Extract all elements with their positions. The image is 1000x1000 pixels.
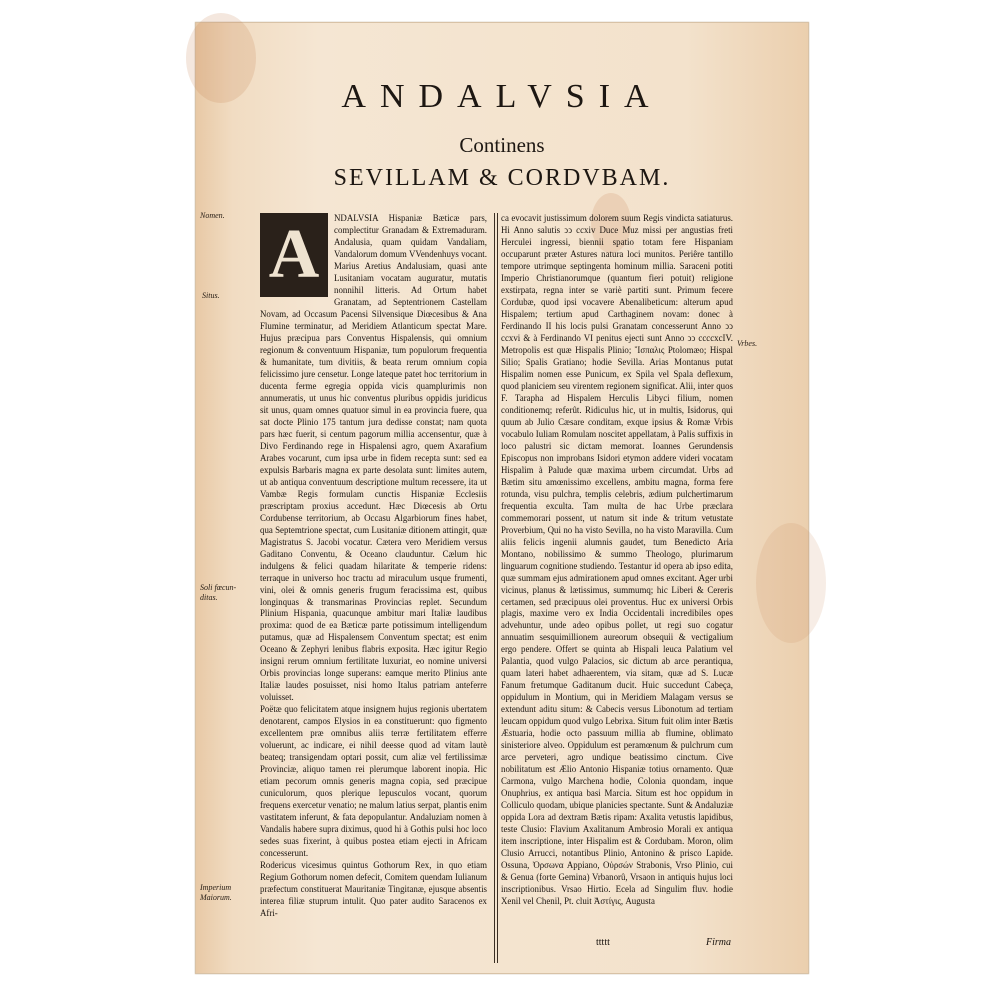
margin-note-situs: Situs. <box>202 291 220 300</box>
margin-note-vrbes: Vrbes. <box>737 339 758 348</box>
right-text-column <box>501 213 733 908</box>
paragraph: Poëtæ quo felicitatem atque insignem hujus regionis ubertatem denotarent, campos Elysios in ea constituerunt: quo figmento excellentem præ omnibus aliis terræ fertilitatem efferre voluerunt, ac indicare, ei nihil deesse quod ad vitam lautè beateq; transigendam optari possit, cum aliæ vel fertilissimæ Provinciæ, aliquo tamen rei plerumque laborent inopia. Hic etiam pecorum omnis generis magna copia, sed præcipue cuniculorum, quos plerique lepusculos vocant, quorum frequens exercetur venatio; ne malum latius serpat, plantis enim vastitatem inferunt, & fata depopulantur. Andaluziam nomen à Vandalis habere supra diximus, quod hi à Gothis pulsi hoc loco sedes suas fixerint, à quibus postea etiam ejecti in Africam concesserunt. <box>260 704 487 859</box>
left-text-column <box>260 213 487 920</box>
map-verso-page <box>195 22 809 974</box>
column-rule <box>497 213 498 963</box>
paragraph: ca evocavit justissimum dolorem suum Regis vindicta satiaturus. Hi Anno salutis ↄↄ ccxiv Duce Muz missi per angustias freti Herculei ingressi, biennii spatio totam fere Hispaniam occuparunt præter Astures natura loci munitos. Periêre tantillo tempore utrimque septingenta hominum millia. Saraceni potiti Imperio Christianorumque (quantum fieri potuit) religione exstirpata, regna inter se variè partiti sunt. Primum fecere Cordubæ, quod ipsi vocavere Abenalibeticum: alterum apud Hispalem; tertium apud Carthaginem novam: donec à Ferdinando II his locis pulsi Granatam concesserunt Anno ↄↄ ccxvi & à Ferdinando VI penitus ejecti sunt Anno ↄↄ ccccxcIV. Metropolis est quæ Hispalis Plinio; Ἴσπαλις Ptolomæo; Hispal Silio; Spalis Gratiano; hodie Sevilla. Arias Montanus putat Hispalim nomen esse Punicum, ex Spila vel Spala deflexum, quod planiciem seu virentem regionem significat. Alii, inter quos F. Tarapha ad Hispalem Herculis Libyci filium, nomen conditionemq; referût. Ridiculus hic, ut in multis, Isidorus, qui quum ab Julio Cæsare conditam, exque ipsius & Romæ Vrbis vocabulo Iuliam Romulam noscitet appellatam, à Palis suffixis in loco palustri sic dictam memorat. Ioannes Gerundensis Episcopus non improbans Isidori etymon addere videri vocatam Hispalim à Palude quæ maxima urbem circumdat. Urbs ad Bætim situ amœnissimo excellens, ambitu magna, forma fere rotunda, visu pulchra, templis celebris, ædium pulchertimarum frequentia exculta. Tam multa de hac Urbe præclara commemorari possent, ut natum sit inde & tritum vetustate Proverbium, Qui no ha visto Sevilla, no ha visto Maravilla. Cum aliis felicis ingenii alumnis gaudet, tum Benedicto Aria Montano, nobilissimo & summo Theologo, plurimarum linguarum cognitione studiendo. Testantur id opera ab ipso edita, quæ summam ejus admirationem apud omnes excitant. Ager urbi vicinus, planus & lætissimus, summumq; hic Liberi & Cereris certamen, sed præcipuus olei proventus. Huc ex universi Orbis plagis, maxime vero ex India Occidentali incredibiles opes advehuntur, unde adeo opibus pollet, ut regi suo cogatur annuatim sesquimillionem aureorum obsequii & vectigalium ergo pendere. Offert se quinta ab Hispali leuca Palatium vel Palantia, quod vulgo Palacios, sic dictum ab arce perantiqua, quam lateri habet adhaerentem, via sitam, quæ ad S. Lucæ Fanum fretumque Gaditanum ducit. Huic succedunt Cabeça, oppidulum in Montium, qui in Meridiem Malagam versus se extendunt aditu situm: & Cabecis versus Libonotum ad tertiam leucam oppidum quod vulgo Lebrixa. Situm fuit olim inter Bætis Æstuaria, hodie octo passuum millia ab flumine, oblimato sinisteriore alveo. Oppidulum est peramœnum & pulchrum cum arce perveteri, agro undique beatissimo cinctum. Cive nobilitatum est Ælio Antonio Hispaniæ totius ornamento. Quæ Carmona, vulgo Marchena hodie, Colonia quondam, inque Onuphrius, ex antiqua basi Marcia. Situm est hoc oppidum in Colliculo quodam, ubique planicies spectante. Sunt & Andaluziæ oppida Lora ad dextram Bætis ripam: Axalita vetustis lapidibus, teste Clusio: Flavium Axalitanum Ambrosio Morali ex antiqua item inscriptione, inter Hispalim est & Cordubam. Moron, olim Clusio Arrucci, notantibus Plinio, Antonino & prisco Lapide. Ossuna, Ὀρσωνα Appiano, Οὐρσών Strabonis, Vrso Plinio, cui & Genua (forte Gemina) Vrbanorû, Vrsaon in antiquis hujus loci inscriptionibus. Vrsao Hirtio. Ecela ad Singulim fluv. hodie Xenil vel Chenil, Pt. cluit Ἀστίγις, Augusta <box>501 213 733 907</box>
page-subtitle-cities: SEVILLAM & CORDVBAM. <box>333 165 671 191</box>
column-rule <box>494 213 495 963</box>
paragraph: NDALVSIA Hispaniæ Bæticæ pars, complectitur Granadam & Extremaduram. Andalusia, quam quidam Vandaliam, Vandalorum domum VVendenhuys vocant. Marius Aretius Andalusiam, quasi ante Lusitaniam vocatam auguratur, mutatis nonnihil litteris. Ad Ortum habet Granatam, ad Septentrionem Castellam Novam, ad Occasum Pacensi Silvensique Diœcesibus & Ana Flumine terminatur, ad Meridiem Atlanticum spectat Mare. Hujus præcipua pars Conventus Hispalensis, qui omnium regionum & conventuum Hispaniæ, tum populorum frequentia & humanitate, tum divitiis, & beata rerum omnium copia felicissimo jure censetur. Longe lateque patet hoc territorium in ducenta ferme egregia oppida vicis quamplurimis non annumeratis, ut unus hic conventus pluribus oppidis juridicus sit unus, quam omnes quatuor simul in ea provincia fuere, qua sat docte Plinio 175 tantum jura dedisse constat; nam quota pars hæc fuerit, si centum pagorum millia accensentur, quæ à Divo Ferdinando rege in Hispalensi agro, quem Axarafium Arabes vocarunt, cum ipsa urbe in fidem recepta sunt: sed ea expulsis Barbaris magna ex parte desolata sunt: limites autem, ut ab antiqua conventuum descriptione multum recessere, ita ut Vambæ Regis formulam cunctis Hispaniæ Ecclesiis præscriptam proxius accedunt. Hæc Diœcesis ab Ortu Cordubense territorium, ab Occasu Algarbiorum fines habet, qua Septemtrione spectat, cum Lusitaniæ ditionem attingit, quæ Magistratus S. Jacobi vocatur. Cætera vero Meridiem versus Gaditano Conventu, & Oceano clauduntur. Cælum hic indulgens & felici quadam hilaritate & temperie ridens: terraque in universo hoc tractu ad miraculum usque frumenti, vini, olei & omnis generis frugum feracissima est, quibus longinquas & transmarinas Provincias replet. Secundum Plinium Hispania, quacunque ambitur mari Italiæ laudibus proxima: quod de ea Bæticæ parte potissimum intelligendum putamus, quæ ad Hispalensem Conventum spectat; est enim Oceano & Zephyri lenibus flabris exposita. Hæc igitur Regio insigni rerum omnium fertilitate luxuriat, eo nomine universi Orbis provincias longe superans: eamque merito Plinius ante Italiæ laudes posuisset, nisi homo Italus patriam anteferre voluisset. <box>260 213 487 703</box>
margin-note-soli: Soli fœcun-ditas. <box>200 583 237 602</box>
catchword: Firma <box>706 937 731 948</box>
paragraph: Rodericus vicesimus quintus Gothorum Rex, in quo etiam Regium Gothorum nomen defecit, Comitem quendam Iulianum præfectum constituerat Mauritaniæ Tingitanæ, ejusque absentis interea filiæ stuprum intulit. Quo pater audito Saracenos ex Afri- <box>260 860 487 919</box>
page-title: ANDALVSIA <box>341 78 663 115</box>
margin-note-nomen: Nomen. <box>200 211 225 220</box>
signature-mark: ttttt <box>596 937 610 948</box>
foxing-stain <box>756 523 826 643</box>
initial-letter: A <box>268 216 320 293</box>
decorated-initial <box>260 213 328 297</box>
page-subtitle: Continens <box>459 133 545 157</box>
margin-note-imperium: Imperium Maiorum. <box>200 883 232 902</box>
